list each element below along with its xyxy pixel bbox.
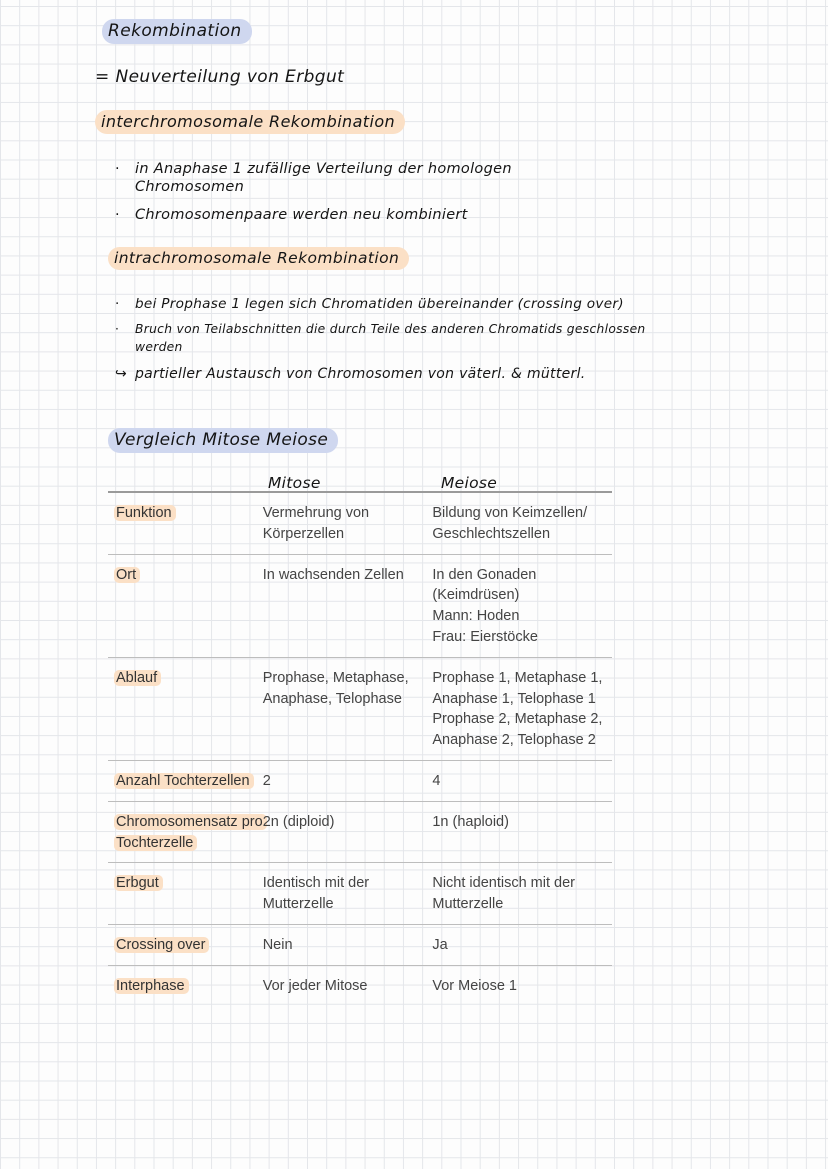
mitose-cell: Prophase, Metaphase, Anaphase, Telophase <box>262 669 409 707</box>
row-label: Funktion <box>114 505 176 521</box>
bullet-text-continued: werden <box>135 340 183 354</box>
intra-heading <box>108 249 409 267</box>
bullet-text-continued: Chromosomen <box>135 179 245 195</box>
table-row <box>108 491 612 554</box>
comparison-heading-text: Vergleich Mitose Meiose <box>108 428 338 453</box>
table-row <box>108 965 612 1006</box>
intra-bullet-2 <box>115 320 646 356</box>
row-label: Ablauf <box>114 670 161 686</box>
inter-bullet-2 <box>115 206 468 224</box>
inter-bullet-1 <box>115 160 512 196</box>
meiose-cell: Vor Meiose 1 <box>432 977 517 994</box>
row-label-cell <box>108 812 263 854</box>
recombination-heading-text: Rekombination <box>102 19 252 44</box>
row-label: Anzahl Tochterzellen <box>114 773 254 789</box>
row-label: Erbgut <box>114 875 163 891</box>
inter-heading-text: interchromosomale Rekombination <box>95 110 405 134</box>
inter-heading <box>95 112 405 131</box>
bullet-text: Chromosomenpaare werden neu kombiniert <box>135 207 468 223</box>
bullet-text: partieller Austausch von Chromosomen von väterl. & mütterl. <box>135 366 586 382</box>
row-label: Interphase <box>114 978 189 994</box>
bullet-text: Bruch von Teilabschnitten die durch Teile des anderen Chromatids geschlossen <box>135 322 646 336</box>
intra-bullet-1 <box>115 295 624 313</box>
table-row <box>108 760 612 801</box>
row-label-cell <box>108 771 263 792</box>
table-row <box>108 657 612 760</box>
bullet-mark: · <box>115 296 120 312</box>
mitose-cell: Nein <box>262 936 293 953</box>
table-row <box>108 862 612 924</box>
col-head-meiose: Meiose <box>441 474 498 492</box>
meiose-cell: 1n (haploid) <box>432 813 509 830</box>
intra-bullet-3 <box>115 365 586 383</box>
meiose-cell: Prophase 1, Metaphase 1, Anaphase 1, Telophase 1 Prophase 2, Metaphase 2, Anaphase 2, Telophase 2 <box>432 669 603 749</box>
row-label-cell <box>108 503 263 545</box>
bullet-text: bei Prophase 1 legen sich Chromatiden übereinander (crossing over) <box>135 296 624 312</box>
meiose-cell: Bildung von Keimzellen/ Geschlechtszellen <box>432 505 588 542</box>
table-row <box>108 801 612 863</box>
bullet-mark: · <box>115 322 120 336</box>
arrow-icon: ↪ <box>115 366 128 382</box>
recombination-definition: = Neuverteilung von Erbgut <box>95 67 345 87</box>
table-row <box>108 554 612 657</box>
bullet-text: in Anaphase 1 zufällige Verteilung der homologen <box>135 161 512 177</box>
row-label-cell <box>108 668 263 751</box>
bullet-mark: · <box>115 207 120 223</box>
table-row <box>108 924 612 965</box>
row-label-cell <box>108 565 263 648</box>
row-label: Crossing over <box>114 937 209 953</box>
mitose-cell: In wachsenden Zellen <box>262 566 404 583</box>
meiose-cell: Nicht identisch mit der Mutterzelle <box>432 875 575 913</box>
comparison-heading <box>108 430 338 450</box>
mitose-cell: 2n (diploid) <box>262 813 335 830</box>
meiose-cell: 4 <box>432 772 441 789</box>
mitose-cell: Vor jeder Mitose <box>262 977 368 994</box>
meiose-cell: Ja <box>432 936 448 953</box>
recombination-heading <box>102 21 252 41</box>
row-label-cell <box>108 873 263 915</box>
row-label-cell <box>108 935 263 956</box>
row-label: Ort <box>114 567 140 583</box>
meiose-cell: In den Gonaden (Keimdrüsen) Mann: Hoden Frau: Eierstöcke <box>432 566 538 645</box>
bullet-mark: · <box>115 161 120 177</box>
row-label-cell <box>108 976 263 997</box>
comparison-table <box>108 491 612 1006</box>
mitose-cell: Vermehrung von Körperzellen <box>262 505 370 542</box>
intra-heading-text: intrachromosomale Rekombination <box>108 247 409 270</box>
mitose-cell: Identisch mit der Mutterzelle <box>262 875 370 913</box>
row-label: Chromosomensatz pro Tochterzelle <box>114 814 267 851</box>
col-head-mitose: Mitose <box>268 474 321 492</box>
mitose-cell: 2 <box>262 772 271 789</box>
